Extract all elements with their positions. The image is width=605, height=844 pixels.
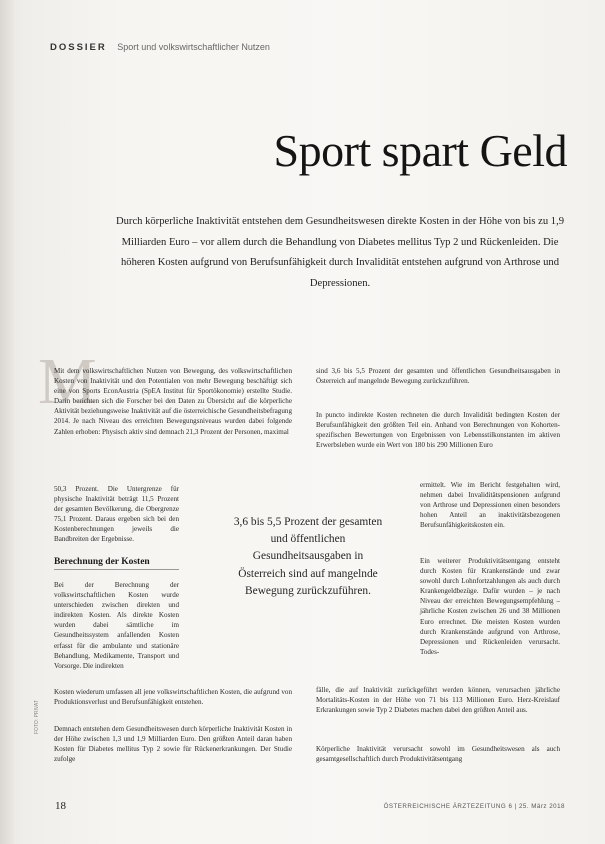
paragraph: Demnach entstehen dem Gesundheitswesen durch körperliche Inaktivität Kosten in der Höhe zwischen 1,3 und 1,9 Milliarden Euro. Den größten Anteil daran haben Kosten für Diabetes mellitus Typ 2 sowie für Rückenerkrankungen. Der Studie zufolge — [54, 725, 292, 764]
body-text-col2-block3b — [316, 685, 560, 715]
drop-cap: M — [38, 345, 97, 418]
subheading: Berechnung der Kosten — [54, 557, 179, 570]
paragraph: ermittelt. Wie im Bericht festgehalten wird, nehmen dabei Invaliditätspensionen aufgrund von Arthrose und Depressionen einen besonders hohen Anteil an inaktivitätsbezogenen Berufsunfähigkeitskosten ein. — [420, 481, 560, 530]
paragraph: 50,3 Prozent. Die Untergrenze für physische Inaktivität beträgt 11,5 Prozent der gesamten Bevölkerung, die Obergrenze 75,1 Prozent. Daraus ergeben sich bei den Kostenberechnungen jeweils die Bandbreiten der Ergebnisse. — [54, 485, 179, 544]
page-number: 18 — [55, 800, 66, 812]
pull-quote: 3,6 bis 5,5 Prozent der gesamten und öffentlichen Gesundheitsausgaben in Österreich sind auf mangelnde Bewegung zurückzuführen. — [233, 516, 383, 597]
section-header — [50, 42, 270, 53]
photo-credit: FOTO: PRIVAT — [34, 700, 40, 734]
paragraph: Körperliche Inaktivität verursacht sowohl im Gesundheitswesen als auch gesamtgesellschaftlich durch Produktivitätsentgang — [316, 745, 560, 764]
body-text-col2-block2 — [316, 410, 560, 450]
publication-name: ÖSTERREICHISCHE ÄRZTEZEITUNG — [383, 803, 507, 810]
body-text-col1-block2 — [54, 580, 179, 671]
paragraph: In puncto indirekte Kosten rechneten die durch Invalidität bedingten Kosten der Berufsunfähigkeit den größten Teil ein. Anhand von Berechnungen von Kohorten-spezifischen Bewertungen von Ergebnissen von Lebensstilkonstanten im aktiven Erwerbsleben wurde ein Wert von 180 bis 290 Millionen Euro — [316, 411, 560, 450]
paragraph: fälle, die auf Inaktivität zurückgeführt werden können, verursachen jährliche Mortalitäts-Kosten in der Höhe von 71 bis 113 Millionen Euro. Herz-Kreislauf Erkrankungen sowie Typ 2 Diabetes machen dabei den größten Anteil aus. — [316, 686, 560, 715]
article-title: Sport spart Geld — [273, 125, 567, 176]
paragraph: Ein weiterer Produktivitätsentgang entsteht durch Kosten für Krankenstände und zwar sowohl durch Lohnfortzahlungen als auch durch Krankengeldbezüge. Dafür wurden – je nach Niveau der erreichten Bewegungsempfehlung – jährliche Kosten zwischen 26 und 38 Millionen Euro errechnet. Die meisten Kosten wurden durch Krankenstände aufgrund von Arthrose, Depressionen und Rückenleiden verursacht. Todes- — [420, 557, 560, 656]
body-text-col2-block1 — [316, 366, 560, 386]
body-text-col1-block1b — [54, 484, 179, 545]
paragraph: Kosten wiederum umfassen all jene volkswirtschaftlichen Kosten, die aufgrund von Produktionsverlust und Berufsunfähigkeit entstehen. — [54, 688, 292, 707]
article-lead: Durch körperliche Inaktivität entstehen dem Gesundheitswesen direkte Kosten in der Höhe von bis zu 1,9 Milliarden Euro – vor allem durch die Behandlung von Diabetes mellitus Typ 2 und Rückenleiden. Die höheren Kosten aufgrund von Berufsunfähigkeit durch Invalidität entstehen aufgrund von Arthrose und Depressionen. — [115, 216, 565, 289]
section-tag: DOSSIER — [50, 42, 107, 53]
body-text-col1-block3 — [54, 724, 292, 764]
page-footer — [384, 803, 565, 810]
issue-info: 6 | 25. März 2018 — [508, 803, 565, 810]
paragraph: Bei der Berechnung der volkswirtschaftlichen Kosten wurde unterschieden zwischen direkten und indirekten Kosten. Als direkte Kosten wurden dabei sämtliche im Gesundheitssystem anfallenden Kosten erfasst für die ambulante und stationäre Behandlung, Medikamente, Transport und Vorsorge. Die indirekten — [54, 581, 179, 670]
paragraph: Mit dem volkswirtschaftlichen Nutzen von Bewegung, des volkswirtschaftlichen Kosten von Inaktivität und den Potentialen von mehr Bewegung beschäftigt sich eine von Sports EconAustria (SpEA Institut für Sportökonomie) erstellte Studie. Darin berichten sich die Forscher bei den Daten zu Übersicht auf die körperliche Aktivität beziehungsweise Inaktivität auf die österreichische Gesundheitsbefragung 2014. Je nach Niveau des erreichten Bewegungsniveaus wurden dabei folgende Zahlen erhoben: Physisch aktiv sind demnach 21,3 Prozent der Personen, maximal — [54, 367, 292, 436]
section-subtitle: Sport und volkswirtschaftlicher Nutzen — [117, 42, 270, 52]
page-fold-shadow — [0, 0, 14, 844]
body-text-col2-block3 — [420, 556, 560, 657]
body-text-col1-block1 — [54, 366, 292, 437]
body-text-col1-block2b — [54, 687, 292, 707]
body-text-col2-block2b — [420, 480, 560, 530]
body-text-col2-block4 — [316, 744, 560, 764]
paragraph: sind 3,6 bis 5,5 Prozent der gesamten und öffentlichen Gesundheitsausgaben in Österreich auf mangelnde Bewegung zurückzuführen. — [316, 367, 560, 386]
